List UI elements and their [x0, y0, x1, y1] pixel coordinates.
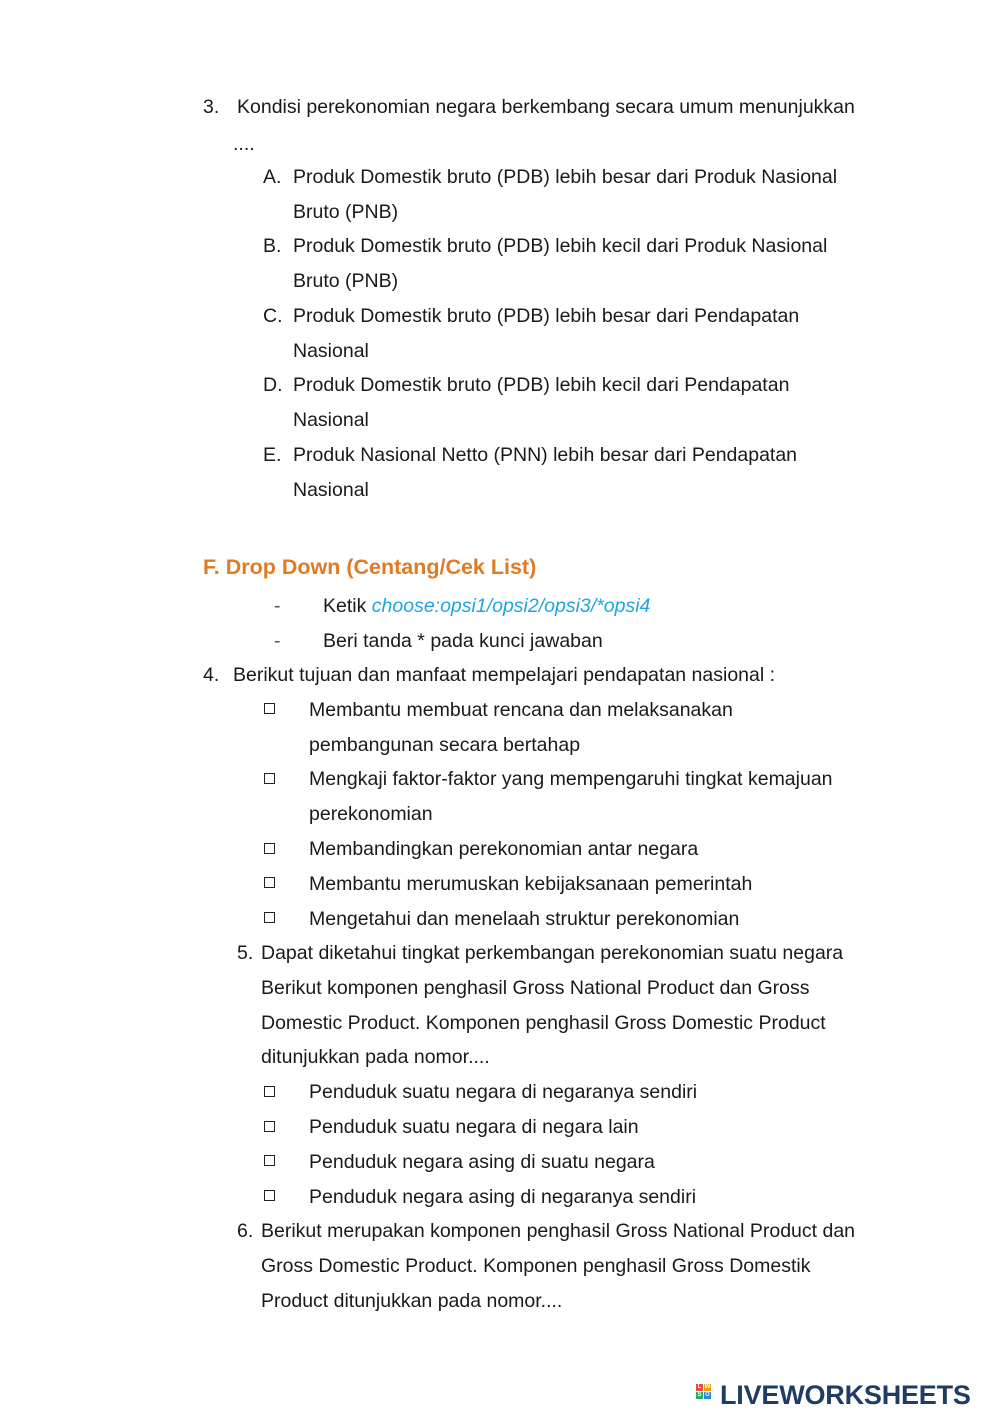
- logo-mark-letter: L: [697, 1384, 702, 1390]
- bullet-dash: -: [274, 630, 281, 652]
- bullet-dash: -: [274, 595, 281, 617]
- instruction-line-2: Beri tanda * pada kunci jawaban: [323, 630, 603, 652]
- option-text-continued: Nasional: [293, 409, 369, 431]
- question-6-number: 6.: [237, 1220, 254, 1242]
- instruction-prefix: Ketik: [323, 595, 372, 617]
- option-text-continued: Nasional: [293, 340, 369, 362]
- checkbox[interactable]: [264, 1121, 275, 1132]
- question-4-text: Berikut tujuan dan manfaat mempelajari pendapatan nasional :: [233, 664, 776, 686]
- logo-mark-icon: [696, 1384, 718, 1406]
- question-3-text-continued: ....: [233, 133, 255, 155]
- option-text: Produk Domestik bruto (PDB) lebih kecil dari Produk Nasional: [293, 235, 828, 257]
- checkbox[interactable]: [264, 877, 275, 888]
- question-6-text: Gross Domestic Product. Komponen penghasil Gross Domestik: [261, 1255, 811, 1277]
- checkbox-label: Membantu merumuskan kebijaksanaan pemerintah: [309, 873, 753, 895]
- checkbox[interactable]: [264, 773, 275, 784]
- option-text: Produk Domestik bruto (PDB) lebih besar dari Produk Nasional: [293, 166, 838, 188]
- option-letter: B.: [263, 235, 282, 257]
- checkbox-label: Penduduk suatu negara di negara lain: [309, 1116, 639, 1138]
- question-4-number: 4.: [203, 664, 220, 686]
- option-letter: E.: [263, 444, 282, 466]
- checkbox-label: Membandingkan perekonomian antar negara: [309, 838, 699, 860]
- question-3-text: Kondisi perekonomian negara berkembang secara umum menunjukkan: [237, 96, 855, 118]
- checkbox-label: Mengetahui dan menelaah struktur perekonomian: [309, 908, 740, 930]
- question-3-number: 3.: [203, 96, 220, 118]
- option-letter: C.: [263, 305, 283, 327]
- checkbox-label: Membantu membuat rencana dan melaksanakan: [309, 699, 733, 721]
- instruction-code: choose:opsi1/opsi2/opsi3/*opsi4: [371, 595, 651, 617]
- checkbox[interactable]: [264, 1190, 275, 1201]
- question-5-number: 5.: [237, 942, 254, 964]
- checkbox-label-continued: pembangunan secara bertahap: [309, 734, 581, 756]
- option-text: Produk Nasional Netto (PNN) lebih besar dari Pendapatan: [293, 444, 798, 466]
- liveworksheets-logo: [696, 1378, 971, 1412]
- checkbox[interactable]: [264, 1155, 275, 1166]
- checkbox-label: Penduduk suatu negara di negaranya sendiri: [309, 1081, 698, 1103]
- checkbox[interactable]: [264, 1086, 275, 1097]
- checkbox[interactable]: [264, 912, 275, 923]
- option-letter: A.: [263, 166, 282, 188]
- checkbox[interactable]: [264, 703, 275, 714]
- question-6-text: Berikut merupakan komponen penghasil Gross National Product dan: [261, 1220, 856, 1242]
- option-text: Produk Domestik bruto (PDB) lebih kecil dari Pendapatan: [293, 374, 790, 396]
- question-5-text: Berikut komponen penghasil Gross National Product dan Gross: [261, 977, 810, 999]
- checkbox-label: Penduduk negara asing di negaranya sendiri: [309, 1186, 697, 1208]
- section-f-heading: F. Drop Down (Centang/Cek List): [203, 555, 537, 579]
- instruction-line-1: [323, 594, 650, 618]
- option-letter: D.: [263, 374, 283, 396]
- option-text-continued: Bruto (PNB): [293, 270, 399, 292]
- checkbox-label-continued: perekonomian: [309, 803, 433, 825]
- option-text: Produk Domestik bruto (PDB) lebih besar dari Pendapatan: [293, 305, 800, 327]
- option-text-continued: Bruto (PNB): [293, 201, 399, 223]
- checkbox[interactable]: [264, 843, 275, 854]
- logo-mark-letter: O: [705, 1392, 710, 1398]
- logo-text: LIVEWORKSHEETS: [720, 1380, 971, 1410]
- logo-mark-letter: W: [704, 1384, 711, 1390]
- checkbox-label: Mengkaji faktor-faktor yang mempengaruhi tingkat kemajuan: [309, 768, 833, 790]
- question-5-text: Domestic Product. Komponen penghasil Gross Domestic Product: [261, 1012, 826, 1034]
- option-text-continued: Nasional: [293, 479, 369, 501]
- question-5-text: Dapat diketahui tingkat perkembangan perekonomian suatu negara: [261, 942, 844, 964]
- checkbox-label: Penduduk negara asing di suatu negara: [309, 1151, 655, 1173]
- question-6-text: Product ditunjukkan pada nomor....: [261, 1290, 563, 1312]
- question-5-text: ditunjukkan pada nomor....: [261, 1046, 490, 1068]
- logo-mark-letter: S: [697, 1392, 702, 1398]
